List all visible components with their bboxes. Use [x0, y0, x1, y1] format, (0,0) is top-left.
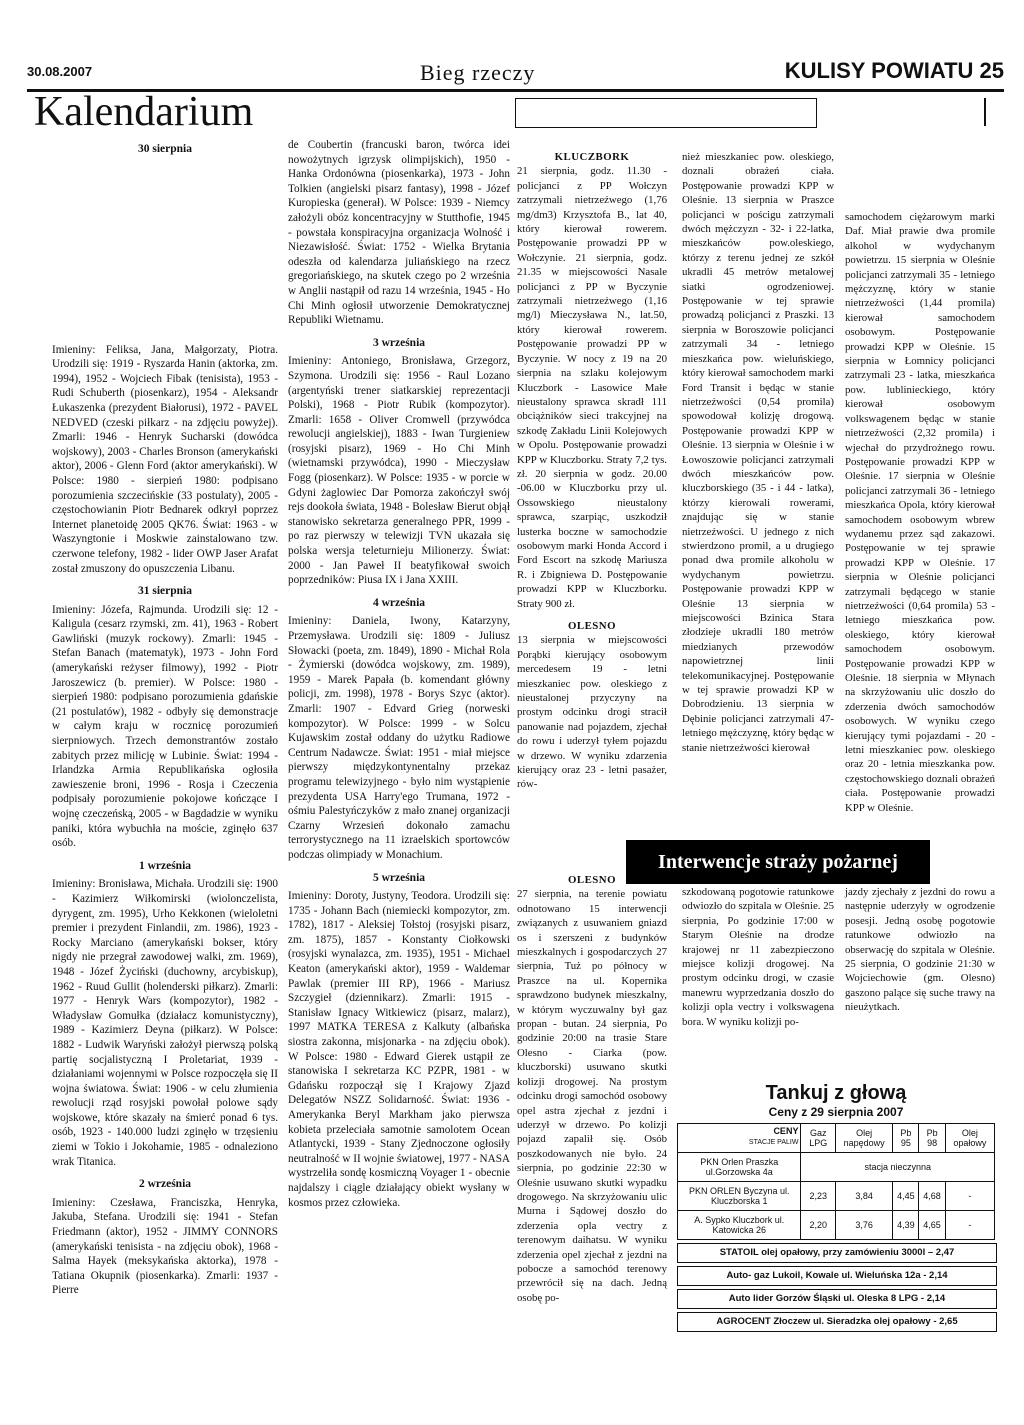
day-text: Imieniny: Antoniego, Bronisława, Grzegorz, Szymona. Urodzili się: 1956 - Raul Lozano (argentyński trener siatkarskiej reprezentacji Polski), 1968 - Piotr Rubik (kompozytor). Zmarli: 1658 - Oliver Cromwell (przywódca rewolucji angielskiej), 1883 - Iwan Turgieniew (rosyjski pisarz), 1969 - Ho Chi Minh (wietnamski przywódca), 1990 - Mieczysław Fogg (piosenkarz). W Polsce: 1935 - w porcie w Gdyni żaglowiec Dar Pomorza zakończył swój rejs dookoła świata, 1948 - Bolesław Bierut objął stanowisko sekretarza generalnego PPR, 1999 - po raz pierwszy w telewizji TVN ukazała się polska wersja teleturnieju Milionerzy. Świat: 2000 - Jan Paweł II beatyfikował swoich poprzedników: Piusa IX i Jana XXIII. — [288, 355, 510, 587]
day-heading: 5 września — [372, 871, 426, 884]
fuel-table — [677, 1123, 995, 1240]
table-cell: stacja nieczynna — [801, 1153, 995, 1182]
table-header: Olej opałowy — [945, 1124, 994, 1153]
fuel-bar: Auto- gaz Lukoil, Kowale ul. Wieluńska 12a - 2,14 — [677, 1266, 997, 1286]
table-row — [678, 1211, 995, 1240]
day-heading: 1 września — [138, 859, 192, 872]
day-heading: 2 września — [138, 1178, 192, 1191]
day-text: Imieniny: Feliksa, Jana, Małgorzaty, Piotra. Urodzili się: 1919 - Ryszarda Hanin (aktorka, zm. 1994), 1952 - Wojciech Fibak (tenisista), 1953 - Rudi Schuberth (piosenkarz), 1954 - Aleksandr Łukaszenka (prezydent Białorusi), 1972 - PAVEL NEDVED (czeski piłkarz - na zdjęciu powyżej). Zmarli: 1946 - Henryk Sucharski (dowódca wojskowy), 2003 - Charles Bronson (amerykański aktor), 2006 - Glenn Ford (aktor amerykański). W Polsce: 1980 - sierpień 1980: podpisano porozumienia szczecińskie (33 postulaty), 2005 - częstochowianin Piotr Bednarek odkrył poprzez Internet planetoidę 2005 QK76. Świat: 1963 - w Waszyngtonie i Moskwie zainstalowano tzw. czerwone telefony, 1982 - lider OWP Jaser Arafat został zmuszony do opuszczenia Libanu. — [52, 343, 278, 575]
report-text: nież mieszkaniec pow. oleskiego, doznali obrażeń ciała. Postępowanie prowadzi KPP w Oleśnie. 13 sierpnia w Praszce policjanci w pościgu zatrzymali dwóch mężczyzn - 32- i 22-latka, mieszkańców pow.oleskiego, którzy z terenu jednej ze szkół ukradli 45 metrów metalowej siatki ogrodzeniowej. Postępowanie w tej sprawie prowadzą policjanci z Praszki. 13 sierpnia w Boroszowie policjanci zatrzymali 34 - letniego mieszkańca pow. wieluńskiego, który kierował samochodem marki Ford Transit i będąc w stanie nietrzeźwości (0,54 promila) spowodował kolizję drogową. Postępowanie prowadzi KPP w Oleśnie. 13 sierpnia w Oleśnie i w Łowoszowie policjanci zatrzymali dwóch mieszkańców pow. kluczborskiego (35 - i 44 - latka), którzy kierowali rowerami, znajdując się w stanie nietrzeźwości. U jednego z nich stwierdzono promil, a u drugiego ponad dwa promile alkoholu w wydychanym powietrzu. Postępowanie prowadzi KPP w Oleśnie 13 sierpnia w miejscowości Bzinica Stara złodzieje ukradli 180 metrów miedzianych przewodów napowietrznej linii telekomunikacyjnej. Postępowanie w tej sprawie prowadzi KP w Dobrodzieniu. 13 sierpnia w Dębinie policjanci zatrzymali 47- letniego mężczyznę, który będąc w stanie nietrzeźwości kierował — [682, 151, 834, 754]
station-name: PKN Orlen Praszka ul.Gorzowska 4a — [678, 1153, 801, 1182]
report-text: szkodowaną pogotowie ratunkowe odwiozło do szpitala w Oleśnie. 25 sierpnia, Po godzinie 17:00 w Starym Oleśnie na drodze krajowej nr 11 zabezpieczono miejsce kolizji drogowej. Na prostym odcinku drogi, w czasie manewru wyprzedzania doszło do kolizji opla vectry i volkswagena bora. W wyniku kolizji po- — [682, 886, 834, 1028]
table-row — [678, 1182, 995, 1211]
table-header: Gaz LPG — [801, 1124, 836, 1153]
section-heading: KLUCZBORK — [554, 151, 630, 163]
section-heading: OLESNO — [567, 874, 616, 886]
report-text: 13 sierpnia w miejscowości Porąbki kierujący osobowym mercedesem 19 - letni mieszkaniec pow. oleskiego z nieustalonej przyczyny na prostym odcinku drogi stracił panowanie nad pojazdem, zjechał do rowu i uderzył tyłem pojazdu w drzewo. W wyniku zdarzenia kierujący oraz 23 - letni pasażer, rów- — [517, 634, 667, 791]
station-name: A. Sypko Kluczbork ul. Katowicka 26 — [678, 1211, 801, 1240]
table-cell: 2,23 — [801, 1182, 836, 1211]
day-text: de Coubertin (francuski baron, twórca idei nowożytnych igrzysk olimpijskich), 1950 - Hanka Ordonówna (piosenkarka), 1973 - John Tolkien (angielski pisarz fantasy), 1998 - Józef Kuropieska (generał). W Polsce: 1939 - Niemcy założyli obóz koncentracyjny w Stutthofie, 1945 - powstała konspiracyjna organizacja Wolność i Niezawisłość. Świat: 1752 - Wielka Brytania odeszła od kalendarza juliańskiego na rzecz gregoriańskiego, na skutek czego po 2 września w Anglii nastąpił od razu 14 września, 1945 - Ho Chi Minh ogłosił utworzenie Demokratycznej Republiki Wietnamu. — [288, 139, 510, 327]
table-header: Olej napędowy — [836, 1124, 893, 1153]
table-header-row — [678, 1124, 995, 1153]
fire-column-2 — [682, 885, 834, 1037]
fire-column-3 — [845, 885, 995, 1023]
fuel-bar: AGROCENT Złoczew ul. Sieradzka olej opałowy - 2,65 — [677, 1312, 997, 1332]
day-text: Imieniny: Józefa, Rajmunda. Urodzili się: 12 - Kaligula (cesarz rzymski, zm. 41), 1963 - Robert Gawliński (muzyk rockowy). Zmarli: 1945 - Stefan Banach (matematyk), 1973 - John Ford (amerykański reżyser filmowy), 1992 - Piotr Jaroszewicz (b. premier). W Polsce: 1980 - sierpień 1980: podpisano porozumienia gdańskie (21 postulatów), 1982 - odbyły się demonstracje w całym kraju w rocznicę porozumień sierpniowych. Trzech demonstrantów zostało zabitych przez milicję w Lubinie. Świat: 1994 - Irlandzka Armia Republikańska ogłosiła zawieszenie broni, 1996 - Rosja i Czeczenia podpisały porozumienie pokojowe kończące I wojnę czeczeńską, 2005 - w Bagdadzie w wyniku paniki, która wybuchła na moście, zginęło 637 osób. — [52, 603, 278, 850]
fuel-subtitle: Ceny z 29 sierpnia 2007 — [768, 1105, 904, 1119]
issue-date: 30.08.2007 — [27, 64, 93, 79]
table-cell: 2,20 — [801, 1211, 836, 1240]
table-header: Pb 98 — [919, 1124, 945, 1153]
section-heading: OLESNO — [567, 620, 616, 632]
day-text: Imieniny: Doroty, Justyny, Teodora. Urodzili się: 1735 - Johann Bach (niemiecki kompozytor, zm. 1782), 1817 - Aleksiej Tołstoj (rosyjski pisarz, zm. 1875), 1857 - Konstanty Ciołkowski (rosyjski wynalazca, zm. 1935), 1951 - Michael Keaton (amerykański aktor), 1959 - Waldemar Pawlak (premier III RP), 1966 - Mariusz Szczygieł (dziennikarz). Zmarli: 1915 - Stanisław Ignacy Witkiewicz (pisarz, malarz), 1997 MATKA TERESA z Kalkuty (albańska siostra zakonna, misjonarka - na zdjęciu obok). W Polsce: 1980 - Edward Gierek ustąpił ze stanowiska I sekretarza KC PZPR, 1981 - w Gdańsku rozpoczął się I Krajowy Zjazd Delegatów NSZZ Solidarność. Świat: 1936 - Amerykanka Beryl Markham jako pierwsza kobieta przeleciała samotnie samolotem Ocean Atlantycki, 1939 - Stany Zjednoczone ogłosiły neutralność w II wojnie światowej, 1977 - NASA wystrzeliła sondę kosmiczną Voyager 1 - obecnie najdalszy i ciągle działający obiekt wysłany w kosmos przez człowieka. — [288, 890, 510, 1209]
table-cell: - — [945, 1211, 994, 1240]
station-name: PKN ORLEN Byczyna ul. Kluczborska 1 — [678, 1182, 801, 1211]
table-cell: - — [945, 1182, 994, 1211]
police-column-olesno-2 — [845, 210, 995, 823]
day-heading: 31 sierpnia — [138, 585, 192, 598]
fire-column-1 — [517, 873, 667, 1313]
table-cell: 4,39 — [893, 1211, 919, 1240]
kalendarium-column-2 — [288, 138, 510, 1218]
fuel-bar: Auto lider Gorzów Śląski ul. Oleska 8 LPG - 2,14 — [677, 1289, 997, 1309]
day-text: Imieniny: Bronisława, Michała. Urodzili się: 1900 - Kazimierz Wiłkomirski (wiolonczelista, dyrygent, zm. 1995), Urho Kekkonen (wieloletni premier i prezydent Finlandii, zm. 1986), 1923 - Rocky Marciano (amerykański bokser, który nigdy nie przegrał zawodowej walki, zm. 1969), 1948 - Józef Życiński (duchowny, arcybiskup), 1962 - Ruud Gullit (holenderski piłkarz). Zmarli: 1977 - Henryk Wars (kompozytor), 1982 - Władysław Gomułka (działacz komunistyczny), 1989 - Kazimierz Deyna (piłkarz). W Polsce: 1882 - Ludwik Waryński założył pierwszą polską partię socjalistyczną I Proletariat, 1939 - działaniami wojennymi w Polsce rozpoczęła się II wojna światowa. Świat: 1906 - w celu złumienia rewolucji rząd rosyjski powołał polowe sądy wojskowe, które skazały na śmierć ponad 6 tys. osób, 1923 - 140.000 ludzi zginęło w trzęsieniu ziemi w Tokio i Jokohamie, 1985 - odnaleziono wrak Titanica. — [52, 878, 278, 1168]
table-cell: 4,65 — [919, 1211, 945, 1240]
table-cell: 4,68 — [919, 1182, 945, 1211]
report-text: 21 sierpnia, godz. 11.30 - policjanci z PP Wołczyn zatrzymali nietrzeźwego (1,76 mg/dm3) Krzysztofa B., lat 40, który kierował rowerem. Postępowanie prowadzi PP w Wołczynie. 21 sierpnia, godz. 21.35 w miejscowości Nasale policjanci z PP w Byczynie zatrzymali nietrzeźwego (1,16 mg/l) Mieczysława N., lat.50, który kierował rowerem. Postępowanie prowadzi PP w Byczynie. W nocy z 19 na 20 sierpnia na szlaku kolejowym Kluczbork - Lasowice Małe nieustalony sprawca skradł 111 obciążników sieci trakcyjnej na szkodę Zakładu Linii Kolejowych w Opolu. Postępowanie prowadzi KPP w Kluczborku. Straty 7,2 tys. zł. 20 sierpnia w godz. 20.00 -06.00 w Kluczborku przy ul. Ossowskiego nieustalony sprawca, szarpiąc, uszkodził lusterka boczne w samochodzie osobowym marki Honda Accord i Ford Escort na szkodę Mariusza R. i Zbigniewa D. Postępowanie prowadzi KPP w Kluczborku. Straty 900 zł. — [517, 165, 667, 610]
day-text: Imieniny: Daniela, Iwony, Katarzyny, Przemysława. Urodzili się: 1809 - Juliusz Słowacki (poeta, zm. 1849), 1890 - Michał Rola - Żymierski (dowódca wojskowy, zm. 1989), 1959 - Marek Papała (b. komendant główny policji, zm. 1998), 1978 - Borys Szyc (aktor). Zmarli: 1907 - Edvard Grieg (norweski kompozytor). W Polsce: 1999 - w Solcu Kujawskim został oddany do użytku Radiowe Centrum Nadawcze. Świat: 1951 - miał miejsce pierwszy międzykontynentalny przekaz programu telewizyjnego - było nim wystąpienie prezydenta USA Harry'ego Trumana, 1972 - ośmiu Palestyńczyków z mało znanej organizacji Czarny Wrzesień dokonało zamachu terrorystycznego na 11 izraelskich sportowców podczas olimpiady w Monachium. — [288, 615, 510, 861]
frame-box-right — [824, 98, 986, 126]
table-cell: 4,45 — [893, 1182, 919, 1211]
table-cell: 3,76 — [836, 1211, 893, 1240]
day-text: Imieniny: Czesława, Franciszka, Henryka, Jakuba, Stefana. Urodzili się: 1941 - Stefan Friedmann (aktor), 1952 - JIMMY CONNORS (amerykański tenisista - na zdjęciu obok), 1968 - Salma Hayek (meksykańska aktorka), 1978 - Tatiana Okupnik (piosenkarka). Zmarli: 1937 - Pierre — [52, 1196, 278, 1297]
day-heading: 30 sierpnia — [138, 143, 192, 155]
page-label: KULISY POWIATU 25 — [784, 58, 1004, 83]
section-title: Bieg rzeczy — [420, 60, 536, 85]
frame-box-left — [515, 98, 817, 128]
table-header: Pb 95 — [893, 1124, 919, 1153]
table-cell: 3,84 — [836, 1182, 893, 1211]
fire-brigade-banner: Interwencje straży pożarnej — [626, 840, 930, 884]
fuel-bar: STATOIL olej opałowy, przy zamówieniu 3000l – 2,47 — [677, 1243, 997, 1263]
page-header — [0, 56, 1024, 86]
police-column-olesno — [682, 150, 834, 763]
day-heading: 4 września — [372, 596, 426, 609]
report-text: samochodem ciężarowym marki Daf. Miał prawie dwa promile alkohol w wydychanym powietrzu. 15 sierpnia w Oleśnie policjanci zatrzymali 35 - letniego mężczyznę, który w stanie nietrzeźwości (1,44 promila) kierował samochodem osobowym. Postępowanie prowadzi KPP w Oleśnie. 15 sierpnia w Łomnicy policjanci zatrzymali 23 - latka, mieszkańca pow. lublinieckiego, który kierował osobowym volkswagenem będąc w stanie nietrzeźwości (2,32 promila) i wjechał do przydrożnego rowu. Postępowanie prowadzi KPP w Oleśnie. 17 sierpnia w Oleśnie policjanci zatrzymali 36 - letniego mieszkańca Opola, który kierował samochodem osobowym wbrew wydanemu przez sąd zakazowi. Postępowanie w tej sprawie prowadzi KPP w Oleśnie. 17 sierpnia w Oleśnie policjanci zatrzymali będącego w stanie nietrzeźwości (0,64 promila) 53 - letniego mieszkańca pow. oleskiego, który kierował samochodem osobowym. Postępowanie prowadzi KPP w Oleśnie. 18 sierpnia w Młynach na skrzyżowaniu ulic doszło do zderzenia dwóch samochodów osobowych. W wyniku czego kierujący tymi pojazdami - 20 - letni mieszkaniec pow. oleskiego oraz 20 - letnia mieszkanka pow. częstochowskiego doznali obrażeń ciała. Postępowanie prowadzi KPP w Oleśnie. — [845, 211, 995, 814]
report-text: jazdy zjechały z jezdni do rowu a następnie uderzyły w ogrodzenie posesji. Jedną osobę pogotowie ratunkowe odwiozło na obserwację do szpitala w Oleśnie. 25 sierpnia, O godzinie 21:30 w Wojciechowie (gm. Olesno) gaszono palące się suche trawy na nieużytkach. — [845, 886, 995, 1014]
page-title: Kalendarium — [34, 89, 254, 135]
police-column-kluczbork — [517, 150, 667, 800]
fuel-title: Tankuj z głową — [765, 1082, 907, 1104]
day-heading: 3 września — [372, 336, 426, 349]
kalendarium-column-1 — [52, 138, 278, 1306]
table-row — [678, 1153, 995, 1182]
report-text: 27 sierpnia, na terenie powiatu odnotowano 15 interwencji związanych z usuwaniem gniazd os i szerszeni z budynków mieszkalnych i gospodarczych 27 sierpnia, Tuż po północy w Praszce na ul. Kopernika sprawdzono budynek mieszkalny, w którym wyczuwalny był gaz propan - butan. 24 sierpnia, Po godzinie 20:00 na trasie Stare Olesno - Ciarka (pow. kluczborski) usuwano skutki kolizji drogowej. Na prostym odcinku drogi samochód osobowy opel astra zjechał z jezdni i uderzył w drzewo. Po kolizji pojazd zapalił się. Osób poszkodowanych nie było. 24 sierpnia, po godzinie 22:30 w Oleśnie usuwano skutki wypadku drogowego. Na skrzyżowaniu ulic Murna i Sądowej doszło do zderzenia opla vectry z terenowym daihatsu. W wyniku zderzenia opel zjechał z jezdni na pobocze a samochód terenowy przewrócił się na dach. Jedną osobę po- — [517, 888, 667, 1304]
table-corner: CENY STACJE PALIW — [678, 1124, 801, 1153]
fuel-prices-box — [677, 1082, 995, 1332]
